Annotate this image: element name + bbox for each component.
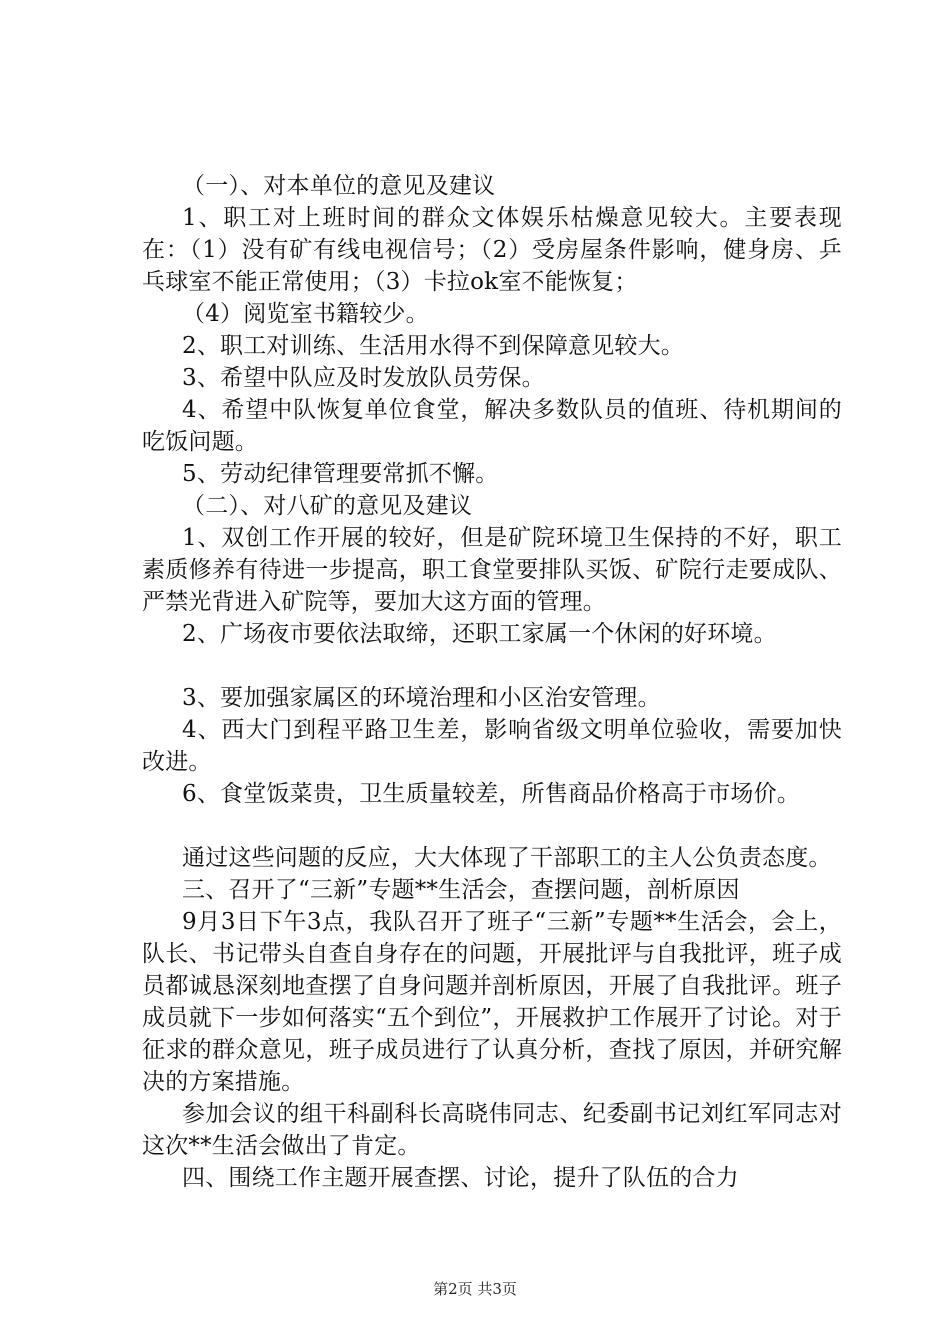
paragraph: 通过这些问题的反应，大大体现了干部职工的主人公负责态度。 <box>182 845 832 871</box>
blank-line <box>142 650 842 682</box>
section-heading-3: 三、召开了“三新”专题**生活会，查摆问题，剖析原因 <box>182 877 740 903</box>
section-heading-2: （二）、对八矿的意见及建议 <box>182 493 473 519</box>
paragraph: 4、希望中队恢复单位食堂，解决多数队员的值班、待机期间的吃饭问题。 <box>142 397 842 455</box>
paragraph: 5、劳动纪律管理要常抓不懈。 <box>182 461 499 487</box>
paragraph: 3、希望中队应及时发放队员劳保。 <box>182 365 545 391</box>
paragraph: 4、西大门到程平路卫生差，影响省级文明单位验收，需要加快改进。 <box>142 717 842 775</box>
blank-line <box>142 810 842 842</box>
paragraph: 1、双创工作开展的较好，但是矿院环境卫生保持的不好，职工素质修养有待进一步提高，职工食堂要排队买饭、矿院行走要成队、严禁光背进入矿院等，要加大这方面的管理。 <box>142 525 842 615</box>
paragraph: 2、广场夜市要依法取缔，还职工家属一个休闲的好环境。 <box>182 621 777 647</box>
paragraph: 2、职工对训练、生活用水得不到保障意见较大。 <box>182 333 685 359</box>
paragraph: （4）阅览室书籍较少。 <box>182 301 429 327</box>
paragraph: 参加会议的组干科副科长高晓伟同志、纪委副书记刘红军同志对这次**生活会做出了肯定。 <box>142 1101 842 1159</box>
section-heading-4: 四、围绕工作主题开展查摆、讨论，提升了队伍的合力 <box>182 1165 739 1191</box>
paragraph: 6、食堂饭菜贵，卫生质量较差，所售商品价格高于市场价。 <box>182 781 801 807</box>
paragraph: 9月3日下午3点，我队召开了班子“三新”专题**生活会，会上，队长、书记带头自查自身存在的问题，开展批评与自我批评，班子成员都诚恳深刻地查摆了自身问题并剖析原因，开展了自我批评。班子成员就下一步如何落实“五个到位”，开展救护工作展开了讨论。对于征求的群众意见，班子成员进行了认真分析，查找了原因，并研究解决的方案措施。 <box>142 909 842 1095</box>
document-body <box>142 170 842 1194</box>
page-footer: 第2页 共3页 <box>433 1280 517 1298</box>
paragraph: 1、职工对上班时间的群众文体娱乐枯燥意见较大。主要表现在：（1）没有矿有线电视信号；（2）受房屋条件影响，健身房、乒乓球室不能正常使用；（3）卡拉ok室不能恢复； <box>142 205 842 295</box>
section-heading-1: （一）、对本单位的意见及建议 <box>182 173 496 199</box>
paragraph: 3、要加强家属区的环境治理和小区治安管理。 <box>182 685 661 711</box>
